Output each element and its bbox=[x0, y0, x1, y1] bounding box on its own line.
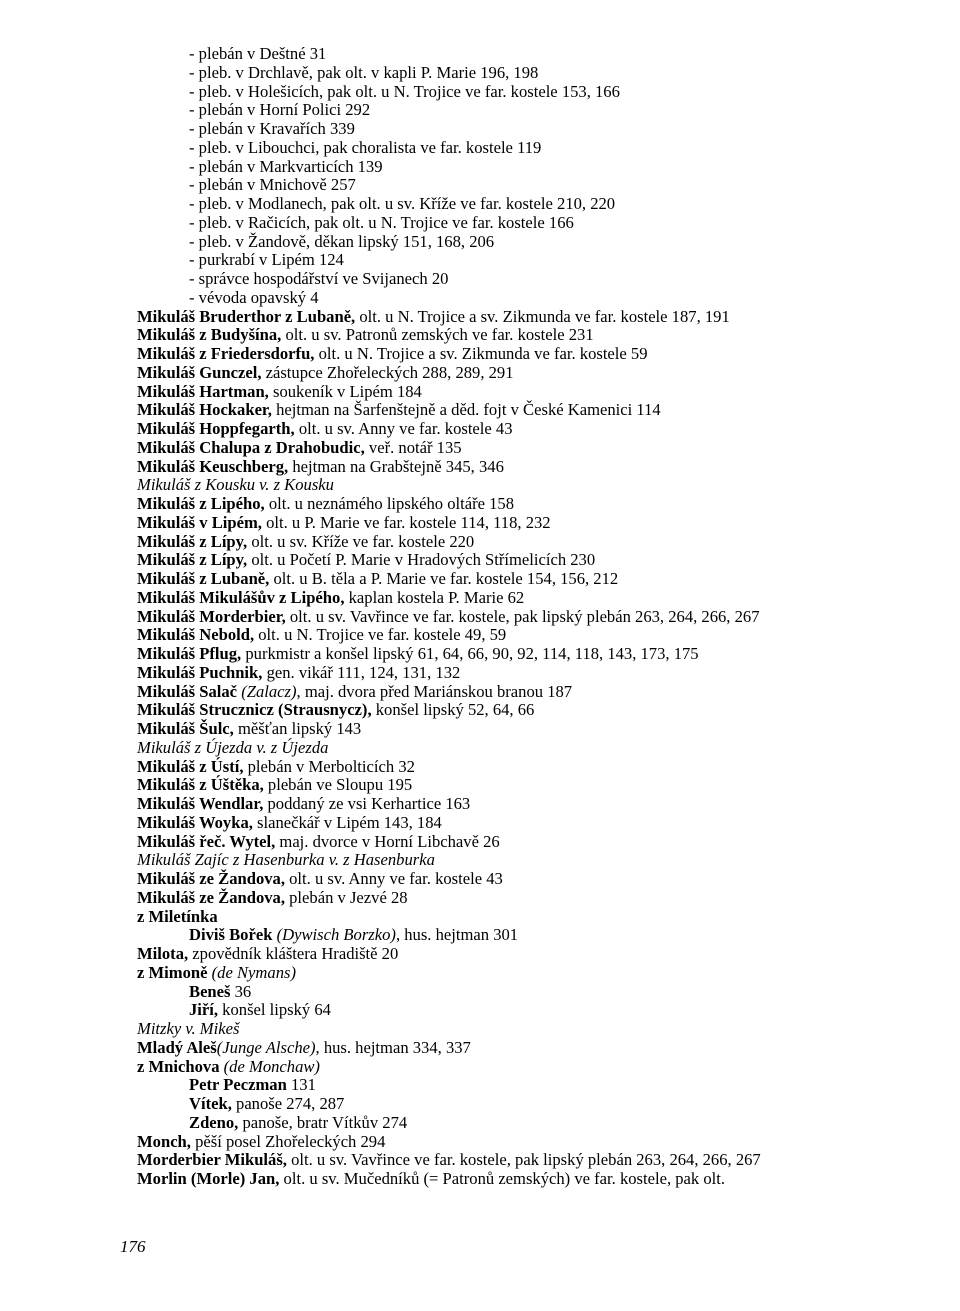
entry-text: konšel lipský 64 bbox=[218, 1000, 331, 1020]
index-entry bbox=[137, 739, 937, 758]
entry-text: , hus. hejtman 301 bbox=[395, 925, 519, 945]
entry-name: Mikuláš Hoppfegarth, bbox=[137, 419, 295, 438]
index-subentry bbox=[137, 158, 937, 177]
index-entry bbox=[137, 589, 937, 608]
index-entry bbox=[137, 776, 937, 795]
entry-text: olt. u N. Trojice a sv. Zikmunda ve far. kostele 187, 191 bbox=[355, 306, 730, 326]
entry-text: 36 bbox=[230, 981, 252, 1001]
entry-text: zpovědník kláštera Hradiště 20 bbox=[188, 944, 399, 963]
entry-text: - plebán v Horní Polici 292 bbox=[189, 100, 371, 120]
index-entry bbox=[137, 345, 937, 364]
index-entry bbox=[137, 439, 937, 458]
index-subentry bbox=[137, 64, 937, 83]
entry-italic-text: Mikuláš z Újezda v. z Újezda bbox=[137, 737, 329, 757]
entry-name: Mladý Aleš bbox=[137, 1037, 217, 1057]
entry-name: z Mnichova bbox=[137, 1056, 220, 1076]
entry-name: Mikuláš z Úštěka, bbox=[137, 775, 264, 795]
entry-text: 131 bbox=[286, 1075, 316, 1095]
index-entry bbox=[137, 364, 937, 383]
entry-name: Morderbier Mikuláš, bbox=[137, 1150, 287, 1170]
index-entry bbox=[137, 1151, 937, 1170]
entry-name: Mikuláš Bruderthor z Lubaně, bbox=[137, 306, 356, 326]
entry-name: Mikuláš z Lípy, bbox=[137, 550, 248, 570]
entry-text: olt. u sv. Vavřince ve far. kostele, pak lipský plebán 263, 264, 266, 267 bbox=[286, 1150, 761, 1170]
index-subentry bbox=[137, 289, 937, 308]
entry-name: Mikuláš z Budyšína, bbox=[137, 325, 282, 345]
entry-text: olt. u sv. Anny ve far. kostele 43 bbox=[284, 869, 503, 888]
entry-text: gen. vikář 111, 124, 131, 132 bbox=[262, 662, 461, 682]
entry-name: Mikuláš Strucznicz (Strausnycz), bbox=[137, 700, 372, 720]
entry-name: Beneš bbox=[189, 981, 231, 1001]
entry-text: soukeník v Lipém 184 bbox=[268, 381, 422, 401]
index-entry bbox=[137, 458, 937, 477]
entry-text: plebán v Merbolticích 32 bbox=[243, 756, 415, 776]
index-subentry bbox=[137, 120, 937, 139]
entry-text: purkmistr a konšel lipský 61, 64, 66, 90, 92, 114, 118, 143, 173, 175 bbox=[241, 644, 699, 663]
entry-text: , maj. dvora před Mariánskou branou 187 bbox=[296, 681, 573, 701]
entry-italic-text: (de Monchaw) bbox=[223, 1056, 320, 1076]
entry-name: Mikuláš řeč. Wytel, bbox=[137, 831, 276, 851]
entry-name: Mikuláš Salač bbox=[137, 681, 238, 701]
entry-name: Mikuláš z Lubaně, bbox=[137, 569, 270, 588]
entry-text: olt. u N. Trojice ve far. kostele 49, 59 bbox=[254, 625, 507, 645]
index-entry bbox=[137, 608, 937, 627]
entry-text: plebán ve Sloupu 195 bbox=[263, 775, 413, 795]
index-subentry bbox=[137, 195, 937, 214]
index-entry bbox=[137, 870, 937, 889]
entry-name: Mikuláš Pflug, bbox=[137, 644, 242, 663]
index-entry bbox=[137, 964, 937, 983]
index-entry bbox=[137, 533, 937, 552]
entry-text: - plebán v Deštné 31 bbox=[189, 44, 327, 63]
entry-text: olt. u N. Trojice a sv. Zikmunda ve far. kostele 59 bbox=[314, 344, 648, 363]
index-entry bbox=[137, 945, 937, 964]
index-subentry bbox=[137, 83, 937, 102]
index-entry bbox=[137, 889, 937, 908]
entry-name: Mikuláš Wendlar, bbox=[137, 794, 264, 813]
entry-name: Mikuláš z Lípy, bbox=[137, 531, 248, 551]
entry-text: - vévoda opavský 4 bbox=[189, 287, 319, 307]
index-entry bbox=[137, 326, 937, 345]
entry-text: - pleb. v Libouchci, pak choralista ve far. kostele 119 bbox=[189, 137, 542, 157]
entry-italic-text: (Dywisch Borzko) bbox=[276, 925, 396, 945]
entry-text: - pleb. v Žandově, děkan lipský 151, 168, 206 bbox=[189, 231, 495, 251]
entry-name: z Mimoně bbox=[137, 962, 208, 982]
entry-name: Jiří, bbox=[189, 1000, 219, 1020]
index-entry bbox=[137, 514, 937, 533]
index-entry bbox=[137, 720, 937, 739]
index-subentry bbox=[137, 1114, 937, 1133]
entry-text: olt. u sv. Patronů zemských ve far. kostele 231 bbox=[281, 325, 594, 345]
entry-text: - plebán v Mnichově 257 bbox=[189, 175, 356, 195]
entry-text: - správce hospodářství ve Svijanech 20 bbox=[189, 269, 449, 288]
entry-text: - pleb. v Holešicích, pak olt. u N. Trojice ve far. kostele 153, 166 bbox=[189, 81, 620, 101]
entry-text: olt. u P. Marie ve far. kostele 114, 118, 232 bbox=[261, 512, 551, 532]
entry-text: panoše, bratr Vítkův 274 bbox=[238, 1112, 408, 1132]
index-subentry bbox=[137, 176, 937, 195]
entry-name: Mikuláš Chalupa z Drahobudic, bbox=[137, 437, 365, 457]
entry-name: Mikuláš Šulc, bbox=[137, 719, 234, 738]
index-subentry bbox=[137, 983, 937, 1002]
entry-text: - plebán v Kravařích 339 bbox=[189, 119, 355, 138]
entry-text: - pleb. v Drchlavě, pak olt. v kapli P. Marie 196, 198 bbox=[189, 62, 539, 82]
index-entry bbox=[137, 1133, 937, 1152]
entry-name: Monch, bbox=[137, 1131, 191, 1151]
entry-text: pěší posel Zhořeleckých 294 bbox=[190, 1131, 386, 1151]
entry-name: Petr Peczman bbox=[189, 1075, 287, 1095]
entry-text: olt. u sv. Kříže ve far. kostele 220 bbox=[247, 531, 475, 551]
index-entry bbox=[137, 1170, 937, 1189]
index-entry bbox=[137, 908, 937, 927]
entry-name: Mikuláš ze Žandova, bbox=[137, 887, 285, 907]
entry-name: Vítek, bbox=[189, 1094, 232, 1113]
entry-italic-text: (de Nymans) bbox=[211, 962, 296, 982]
entry-name: z Miletínka bbox=[137, 906, 218, 926]
entry-text: - pleb. v Modlanech, pak olt. u sv. Kříže ve far. kostele 210, 220 bbox=[189, 194, 616, 213]
entry-italic-text: (Zalacz) bbox=[241, 681, 297, 701]
index-entry bbox=[137, 420, 937, 439]
index-entry bbox=[137, 551, 937, 570]
entry-italic-text: Mitzky v. Mikeš bbox=[137, 1019, 240, 1038]
entry-text: olt. u sv. Anny ve far. kostele 43 bbox=[294, 419, 513, 438]
entry-text: olt. u sv. Vavřince ve far. kostele, pak lipský plebán 263, 264, 266, 267 bbox=[285, 606, 760, 626]
entry-name: Diviš Bořek bbox=[189, 925, 273, 945]
entry-italic-text: Mikuláš Zajíc z Hasenburka v. z Hasenburka bbox=[137, 850, 435, 870]
entry-text: , hus. hejtman 334, 337 bbox=[315, 1037, 471, 1057]
index-entry bbox=[137, 795, 937, 814]
index-subentry bbox=[137, 45, 937, 64]
entry-text: konšel lipský 52, 64, 66 bbox=[371, 700, 535, 720]
entry-name: Mikuláš ze Žandova, bbox=[137, 869, 285, 888]
entry-text: olt. u B. těla a P. Marie ve far. kostele 154, 156, 212 bbox=[269, 569, 619, 588]
index-subentry bbox=[137, 1001, 937, 1020]
entry-name: Mikuláš Gunczel, bbox=[137, 362, 262, 382]
entry-name: Mikuláš Keuschberg, bbox=[137, 456, 289, 476]
entry-text: hejtman na Šarfenštejně a děd. fojt v České Kamenici 114 bbox=[271, 400, 661, 420]
index-subentry bbox=[137, 233, 937, 252]
index-entry bbox=[137, 645, 937, 664]
entry-name: Mikuláš z Ústí, bbox=[137, 756, 244, 776]
index-subentry bbox=[137, 1076, 937, 1095]
entry-text: - plebán v Markvarticích 139 bbox=[189, 156, 383, 176]
index-entry bbox=[137, 758, 937, 777]
index-entry bbox=[137, 476, 937, 495]
index-entry bbox=[137, 814, 937, 833]
entry-text: plebán v Jezvé 28 bbox=[284, 887, 408, 907]
index-entry bbox=[137, 1058, 937, 1077]
entry-name: Mikuláš Morderbier, bbox=[137, 606, 286, 626]
entry-name: Mikuláš Nebold, bbox=[137, 625, 255, 645]
entry-text: veř. notář 135 bbox=[364, 437, 462, 457]
entry-name: Milota, bbox=[137, 944, 189, 963]
index-subentry bbox=[137, 926, 937, 945]
entry-text: - pleb. v Račicích, pak olt. u N. Trojice ve far. kostele 166 bbox=[189, 212, 574, 232]
index-entry bbox=[137, 308, 937, 327]
entry-name: Mikuláš Hockaker, bbox=[137, 400, 272, 420]
index-entry bbox=[137, 626, 937, 645]
entry-name: Mikuláš Woyka, bbox=[137, 812, 253, 832]
entry-text: zástupce Zhořeleckých 288, 289, 291 bbox=[261, 362, 514, 382]
entry-text: olt. u Početí P. Marie v Hradových Střímelicích 230 bbox=[247, 550, 596, 570]
entry-name: Mikuláš z Friedersdorfu, bbox=[137, 344, 315, 363]
index-entry bbox=[137, 570, 937, 589]
index-entry bbox=[137, 495, 937, 514]
entry-text: měšťan lipský 143 bbox=[233, 719, 362, 738]
entry-text: slanečkář v Lipém 143, 184 bbox=[252, 812, 442, 832]
index-subentry bbox=[137, 270, 937, 289]
index-entry bbox=[137, 833, 937, 852]
index-entry bbox=[137, 683, 937, 702]
entry-text: maj. dvorce v Horní Libchavě 26 bbox=[275, 831, 500, 851]
index-entry bbox=[137, 1020, 937, 1039]
entry-name: Morlin (Morle) Jan, bbox=[137, 1169, 280, 1188]
index-subentry bbox=[137, 214, 937, 233]
entry-text: - purkrabí v Lipém 124 bbox=[189, 250, 344, 270]
entry-text: poddaný ze vsi Kerhartice 163 bbox=[263, 794, 471, 813]
index-entry bbox=[137, 401, 937, 420]
entry-name: Mikuláš z Lipého, bbox=[137, 494, 265, 513]
entry-italic-text: Mikuláš z Kousku v. z Kousku bbox=[137, 475, 334, 495]
entry-text: kaplan kostela P. Marie 62 bbox=[344, 587, 525, 607]
entry-text: olt. u neznámého lipského oltáře 158 bbox=[264, 494, 515, 513]
index-entry bbox=[137, 851, 937, 870]
entry-text: hejtman na Grabštejně 345, 346 bbox=[288, 456, 504, 476]
entry-name: Zdeno, bbox=[189, 1112, 239, 1132]
index-entry bbox=[137, 701, 937, 720]
entry-name: Mikuláš Mikulášův z Lipého, bbox=[137, 587, 345, 607]
index-entry bbox=[137, 664, 937, 683]
index-subentry bbox=[137, 1095, 937, 1114]
index-entry bbox=[137, 1039, 937, 1058]
entry-italic-text: (Junge Alsche) bbox=[216, 1037, 316, 1057]
entry-text: panoše 274, 287 bbox=[231, 1094, 345, 1113]
index-subentry bbox=[137, 101, 937, 120]
index-subentry bbox=[137, 251, 937, 270]
entry-name: Mikuláš v Lipém, bbox=[137, 512, 262, 532]
index-entries bbox=[137, 45, 937, 1189]
page-number: 176 bbox=[120, 1237, 146, 1256]
entry-name: Mikuláš Puchnik, bbox=[137, 662, 263, 682]
entry-text: olt. u sv. Mučedníků (= Patronů zemských) ve far. kostele, pak olt. bbox=[279, 1169, 726, 1188]
entry-name: Mikuláš Hartman, bbox=[137, 381, 269, 401]
index-entry bbox=[137, 383, 937, 402]
index-subentry bbox=[137, 139, 937, 158]
